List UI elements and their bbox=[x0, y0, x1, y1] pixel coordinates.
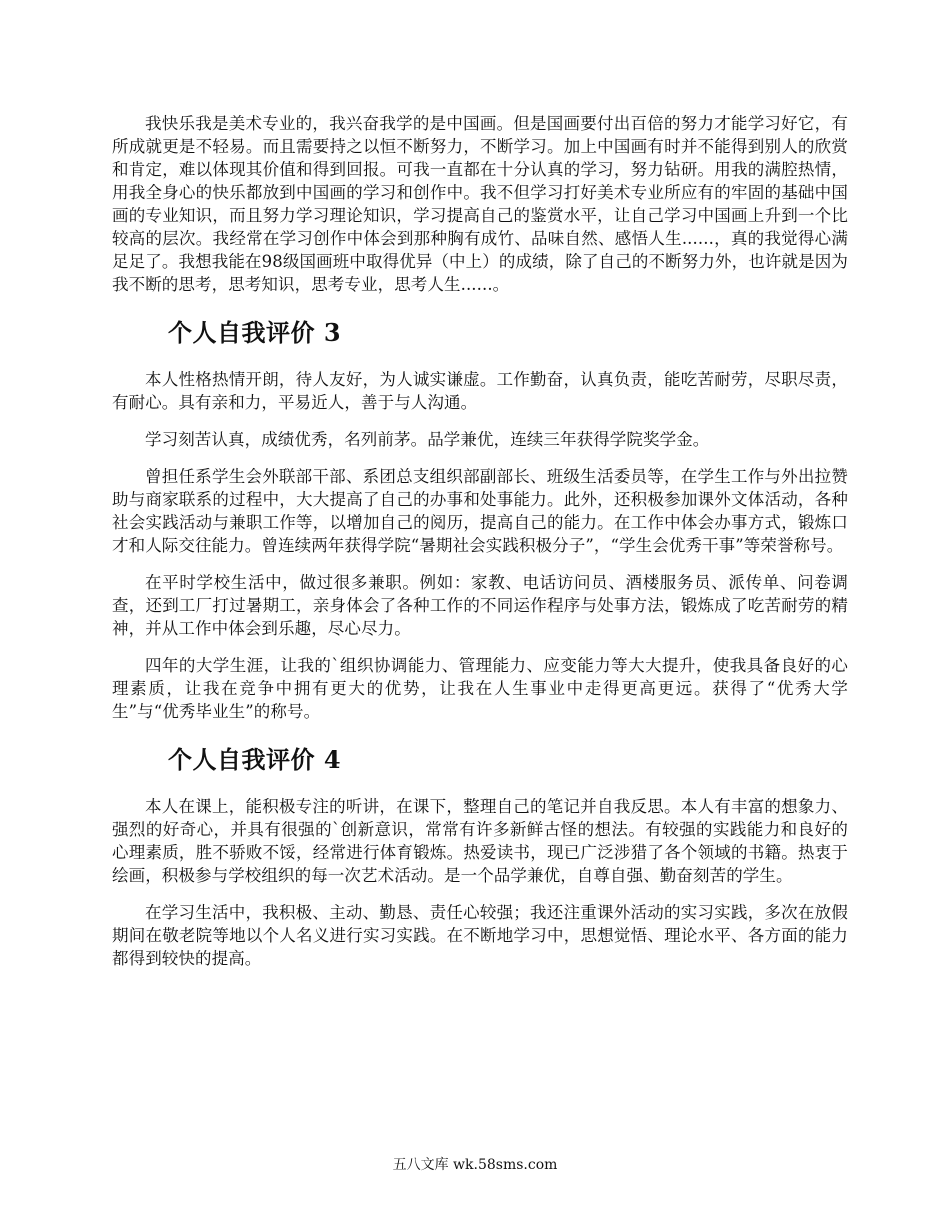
section-4-title: 个人自我评价 4 bbox=[168, 745, 342, 774]
document-page bbox=[112, 112, 848, 984]
section-3-paragraph-5: 四年的大学生涯，让我的`组织协调能力、管理能力、应变能力等大大提升，使我具备良好的心理素质，让我在竞争中拥有更大的优势，让我在人生事业中走得更高更远。获得了“优秀大学生”与“优秀毕业生”的称号。 bbox=[112, 656, 848, 721]
section-3-paragraph-1: 本人性格热情开朗，待人友好，为人诚实谦虚。工作勤奋，认真负责，能吃苦耐劳，尽职尽责，有耐心。具有亲和力，平易近人，善于与人沟通。 bbox=[112, 370, 848, 412]
section-3-paragraph-3: 曾担任系学生会外联部干部、系团总支组织部副部长、班级生活委员等，在学生工作与外出拉赞助与商家联系的过程中，大大提高了自己的办事和处事能力。此外，还积极参加课外文体活动，各种社会实践活动与兼职工作等，以增加自己的阅历，提高自己的能力。在工作中体会办事方式，锻炼口才和人际交往能力。曾连续两年获得学院“暑期社会实践积极分子”，“学生会优秀干事”等荣誉称号。 bbox=[112, 467, 848, 555]
section-3-paragraph-2: 学习刻苦认真，成绩优秀，名列前茅。品学兼优，连续三年获得学院奖学金。 bbox=[145, 430, 710, 449]
section-4-paragraph-2: 在学习生活中，我积极、主动、勤恳、责任心较强；我还注重课外活动的实习实践，多次在放假期间在敬老院等地以个人名义进行实习实践。在不断地学习中，思想觉悟、理论水平、各方面的能力都得到较快的提高。 bbox=[112, 903, 848, 968]
section-3-paragraph-4: 在平时学校生活中，做过很多兼职。例如：家教、电话访问员、酒楼服务员、派传单、问卷调查，还到工厂打过暑期工，亲身体会了各种工作的不同运作程序与处事方法，锻炼成了吃苦耐劳的精神，并从工作中体会到乐趣，尽心尽力。 bbox=[112, 573, 848, 638]
footer-watermark: 五八文库 wk.58sms.com bbox=[392, 1157, 558, 1173]
intro-paragraph: 我快乐我是美术专业的，我兴奋我学的是中国画。但是国画要付出百倍的努力才能学习好它，有所成就更是不轻易。而且需要持之以恒不断努力，不断学习。加上中国画有时并不能得到别人的欣赏和肯定，难以体现其价值和得到回报。可我一直都在十分认真的学习，努力钻研。用我的满腔热情，用我全身心的快乐都放到中国画的学习和创作中。我不但学习打好美术专业所应有的牢固的基础中国画的专业知识，而且努力学习理论知识，学习提高自己的鉴赏水平，让自己学习中国画上升到一个比较高的层次。我经常在学习创作中体会到那种胸有成竹、品味自然、感悟人生......，真的我觉得心满足足了。我想我能在98级国画班中取得优异（中上）的成绩，除了自己的不断努力外，也许就是因为我不断的思考，思考知识，思考专业，思考人生......。 bbox=[112, 114, 848, 294]
section-4-paragraph-1: 本人在课上，能积极专注的听讲，在课下，整理自己的笔记并自我反思。本人有丰富的想象力、强烈的好奇心，并具有很强的`创新意识，常常有许多新鲜古怪的想法。有较强的实践能力和良好的心理素质，胜不骄败不馁，经常进行体育锻炼。热爱读书，现已广泛涉猎了各个领域的书籍。热衷于绘画，积极参与学校组织的每一次艺术活动。是一个品学兼优，自尊自强、勤奋刻苦的学生。 bbox=[112, 797, 848, 885]
section-3-title: 个人自我评价 3 bbox=[168, 318, 342, 347]
